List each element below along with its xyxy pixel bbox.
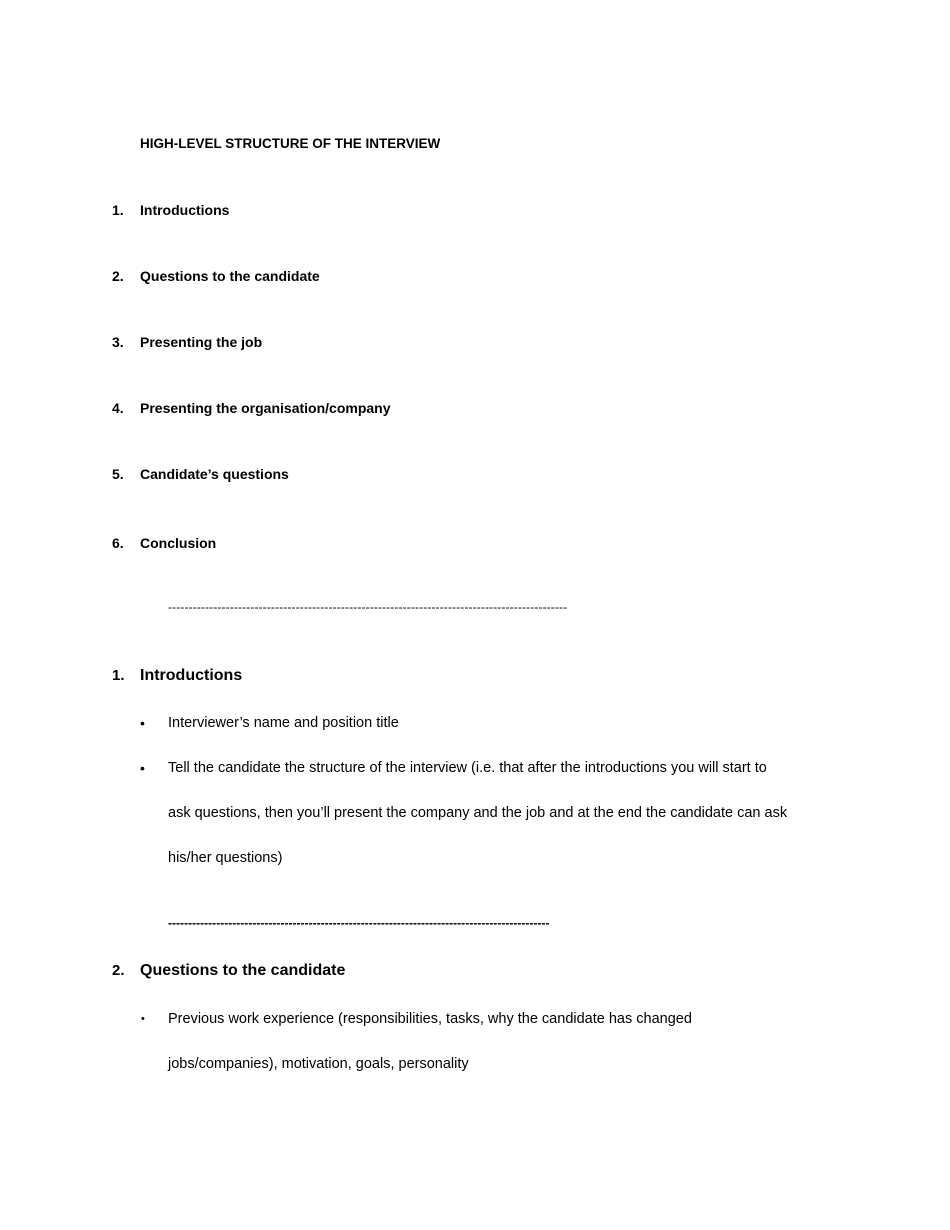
outline-label: Presenting the job <box>140 334 263 350</box>
outline-number: 6. <box>112 535 124 551</box>
outline-number: 5. <box>112 466 124 482</box>
bullet-icon: • <box>141 1013 145 1025</box>
section-number: 1. <box>112 667 125 684</box>
bullet-text: Previous work experience (responsibilities, tasks, why the candidate has changed <box>168 1011 692 1027</box>
bullet-text: jobs/companies), motivation, goals, personality <box>168 1056 469 1072</box>
bullet-text: ask questions, then you’ll present the company and the job and at the end the candidate can ask <box>168 805 788 821</box>
outline-number: 1. <box>112 202 124 218</box>
outline-number: 4. <box>112 400 124 416</box>
outline-label: Candidate’s questions <box>140 466 289 482</box>
outline-label: Questions to the candidate <box>140 268 320 284</box>
outline-number: 2. <box>112 268 124 284</box>
bullet-text: his/her questions) <box>168 850 283 866</box>
separator-line: ------------------------------------------------------------------------------------------------- <box>168 600 568 614</box>
outline-label: Conclusion <box>140 535 217 551</box>
document-title: HIGH-LEVEL STRUCTURE OF THE INTERVIEW <box>140 136 441 151</box>
section-heading: Questions to the candidate <box>140 962 346 979</box>
bullet-icon: • <box>140 715 145 731</box>
outline-label: Presenting the organisation/company <box>140 400 391 416</box>
bullet-icon: • <box>140 760 145 776</box>
outline-number: 3. <box>112 334 124 350</box>
separator-line-bold: ----------------------------------------------------------------------------------------------- <box>168 916 550 930</box>
bullet-text: Interviewer’s name and position title <box>168 715 399 731</box>
outline-label: Introductions <box>140 202 230 218</box>
section-number: 2. <box>112 962 125 979</box>
section-heading: Introductions <box>140 667 243 684</box>
bullet-text: Tell the candidate the structure of the interview (i.e. that after the introductions you will start to <box>168 760 767 776</box>
